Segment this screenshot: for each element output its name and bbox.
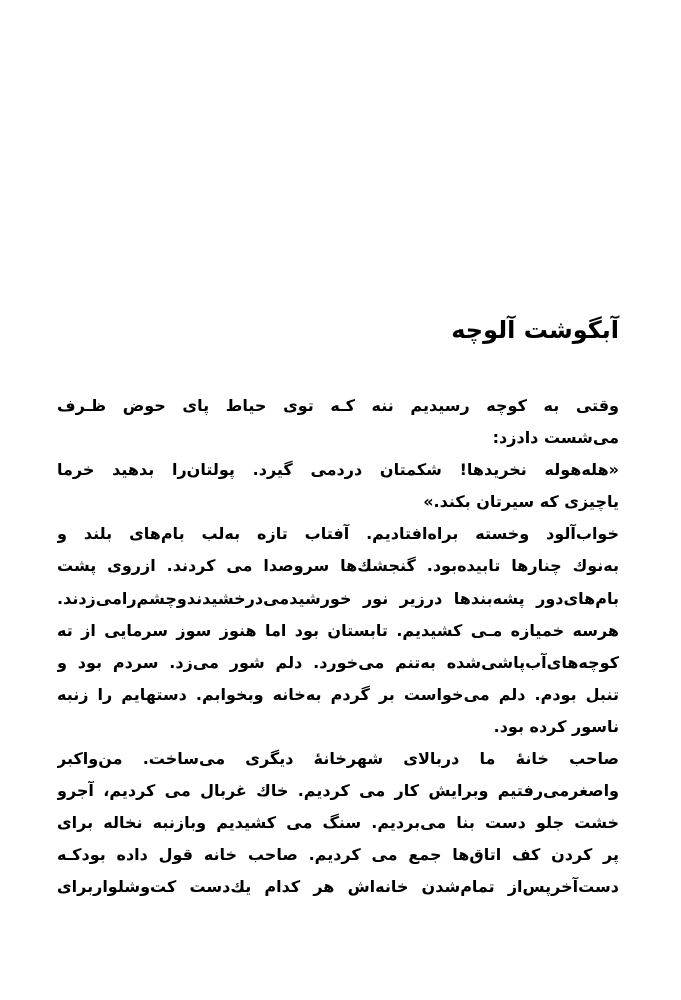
text-line: بام‌های‌دور پشه‌بندها درزیر نور خورشیدمی‌درخشیدندوچشم‌رامی‌زدند. <box>57 588 619 608</box>
text-line: پر کردن کف اتاق‌ها جمع می کردیم. صاحب خانه قول داده بودکـه <box>57 845 619 865</box>
text-line: هرسه خمیازه مـی کشیدیم. تابستان بود اما هنوز سوز سرمایی از ته <box>57 620 619 640</box>
chapter-title: آبگوشت آلوچه <box>451 316 619 344</box>
text-line: خواب‌آلود وخسته براه‌افتادیم. آفتاب تازه به‌لب بام‌های بلند و <box>57 524 619 544</box>
text-line: ناسور کرده بود. <box>493 716 619 736</box>
text-line: وقتی به کوچه رسیدیم ننه کـه توی حیاط پای حوض ظـرف <box>57 396 619 415</box>
text-line: به‌نوك چنارها تابیده‌بود. گنجشك‌ها سروصدا می کردند. ازروی پشت <box>57 556 619 576</box>
text-line: یاچیزی که سیرتان بکند.» <box>423 492 619 512</box>
text-line: می‌شست دادزد: <box>492 428 619 448</box>
text-line: واصغرمی‌رفتیم وبرایش کار می کردیم. خاك غربال می کردیم، آجرو <box>57 781 619 801</box>
text-line: دست‌آخرپس‌از تمام‌شدن خانه‌اش هر کدام یك‌دست کت‌وشلواربرای <box>57 877 619 897</box>
text-line: خشت جلو دست بنا می‌بردیم. سنگ می کشیدیم وبازنبه نخاله برای <box>57 813 619 833</box>
text-line: کوچه‌های‌آب‌پاشی‌شده به‌تنم می‌خورد. دلم شور می‌زد. سردم بود و <box>57 652 619 672</box>
text-line: «هله‌هوله نخریدها! شکمتان دردمی گیرد. پولتان‌را بدهید خرما <box>57 460 619 480</box>
text-line: تنبل بودم. دلم می‌خواست بر گردم به‌خانه وبخوابم. دستهایم را زنبه <box>57 684 619 704</box>
text-line: صاحب خانهٔ ما دربالای شهرخانهٔ دیگری می‌ساخت. من‌واکبر <box>57 749 619 769</box>
body-text <box>57 390 619 904</box>
